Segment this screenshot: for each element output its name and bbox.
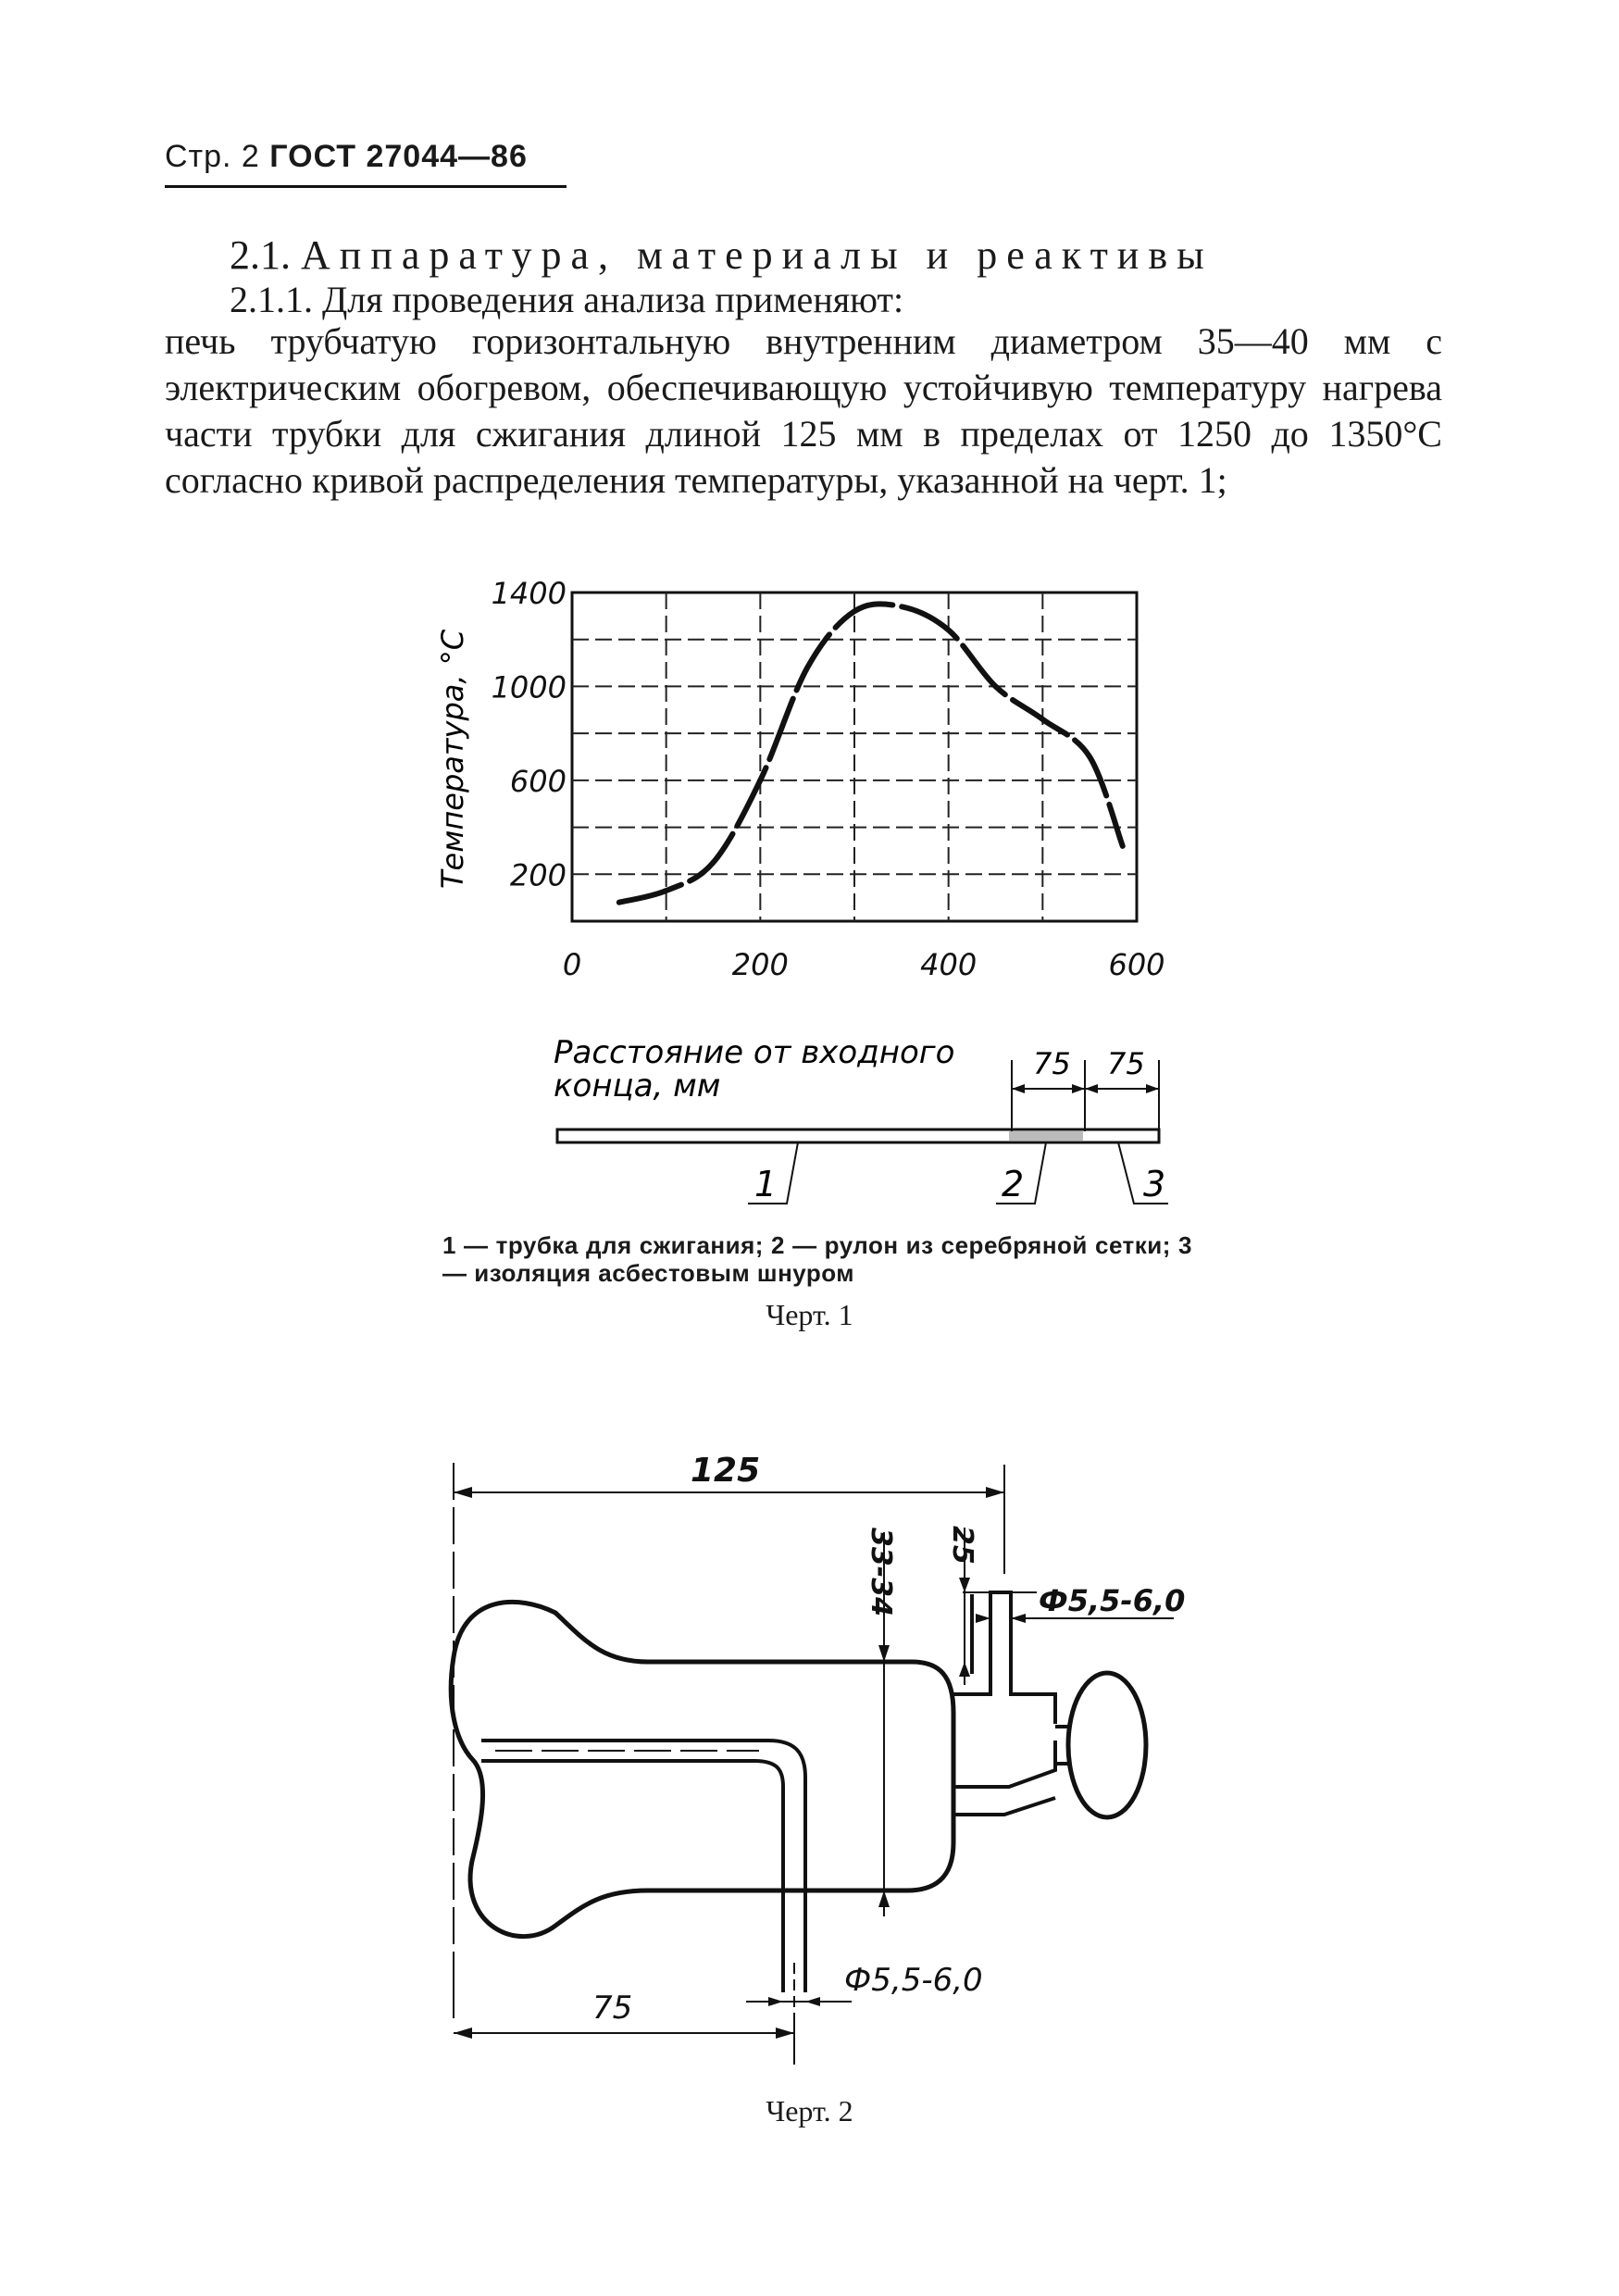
inner-tube-outer-wall bbox=[481, 1741, 805, 1992]
distance-label-line1: Расстояние от входного bbox=[554, 1034, 955, 1071]
page-number: Стр. 2 bbox=[165, 139, 260, 174]
chart-grid bbox=[572, 593, 1137, 921]
dim-neck-label: 25 bbox=[946, 1526, 978, 1565]
clause-text: Для проведения анализа применяют: bbox=[322, 279, 904, 320]
dia-top-label: Ф5,5-6,0 bbox=[1039, 1583, 1186, 1618]
dim-75-label: 75 bbox=[592, 1990, 633, 2027]
x-tick-label: 400 bbox=[920, 947, 978, 982]
flask-body bbox=[451, 1602, 953, 1936]
clause-number: 2.1.1. bbox=[230, 279, 313, 320]
dim-75-b: 75 bbox=[1107, 1046, 1145, 1081]
dim-125-label: 125 bbox=[691, 1452, 761, 1490]
callout-1: 1 bbox=[754, 1164, 778, 1204]
absorber-flask-drawing bbox=[451, 1463, 1174, 2065]
y-tick-label: 1400 bbox=[491, 576, 567, 611]
temperature-chart bbox=[435, 576, 1165, 982]
y-tick-label: 1000 bbox=[491, 669, 567, 705]
y-axis-label: Температура, °С bbox=[435, 629, 470, 889]
figure1-label: Черт. 1 bbox=[766, 1298, 853, 1331]
dia-top-arrows bbox=[976, 1614, 1026, 1623]
callout-3: 3 bbox=[1143, 1164, 1166, 1204]
section-title: Аппаратура, материалы и реактивы bbox=[301, 232, 1214, 278]
distance-label-line2: конца, мм bbox=[554, 1067, 721, 1104]
dim-75-a: 75 bbox=[1033, 1046, 1071, 1081]
outlet-tube bbox=[953, 1741, 1055, 1815]
stopper-knob bbox=[1068, 1673, 1146, 1817]
y-tick-label: 600 bbox=[509, 763, 567, 799]
x-tick-label: 600 bbox=[1108, 947, 1165, 982]
body-paragraph: печь трубчатую горизонтальную внутренним диаметром 35—40 мм с электрическим обогревом, обеспечивающую устойчивую температуру нагрева части трубки для сжигания длиной 125 мм в пределах от 1250 до 1350°С согласно кривой распределения температуры, указанной на черт. 1; bbox=[165, 320, 1442, 501]
standard-number: ГОСТ 27044—86 bbox=[269, 139, 528, 174]
y-tick-label: 200 bbox=[509, 857, 567, 893]
x-tick-label: 0 bbox=[562, 947, 582, 982]
inner-tube-inner-wall bbox=[481, 1761, 783, 1992]
section-number: 2.1. bbox=[230, 232, 291, 278]
dim-height-label: 33-34 bbox=[865, 1528, 897, 1616]
x-tick-label: 200 bbox=[731, 947, 789, 982]
tube-diagram bbox=[554, 1034, 1168, 1204]
temperature-curve bbox=[619, 604, 1123, 902]
silver-roll bbox=[1009, 1131, 1083, 1141]
callout-2: 2 bbox=[1002, 1164, 1025, 1204]
dia-bottom-label: Ф5,5-6,0 bbox=[844, 1962, 983, 1999]
figure1-caption: 1 — трубка для сжигания; 2 — рулон из серебряной сетки; 3 — изоляция асбестовым шнуром bbox=[442, 1231, 1192, 1287]
figure2-label: Черт. 2 bbox=[766, 2094, 853, 2128]
